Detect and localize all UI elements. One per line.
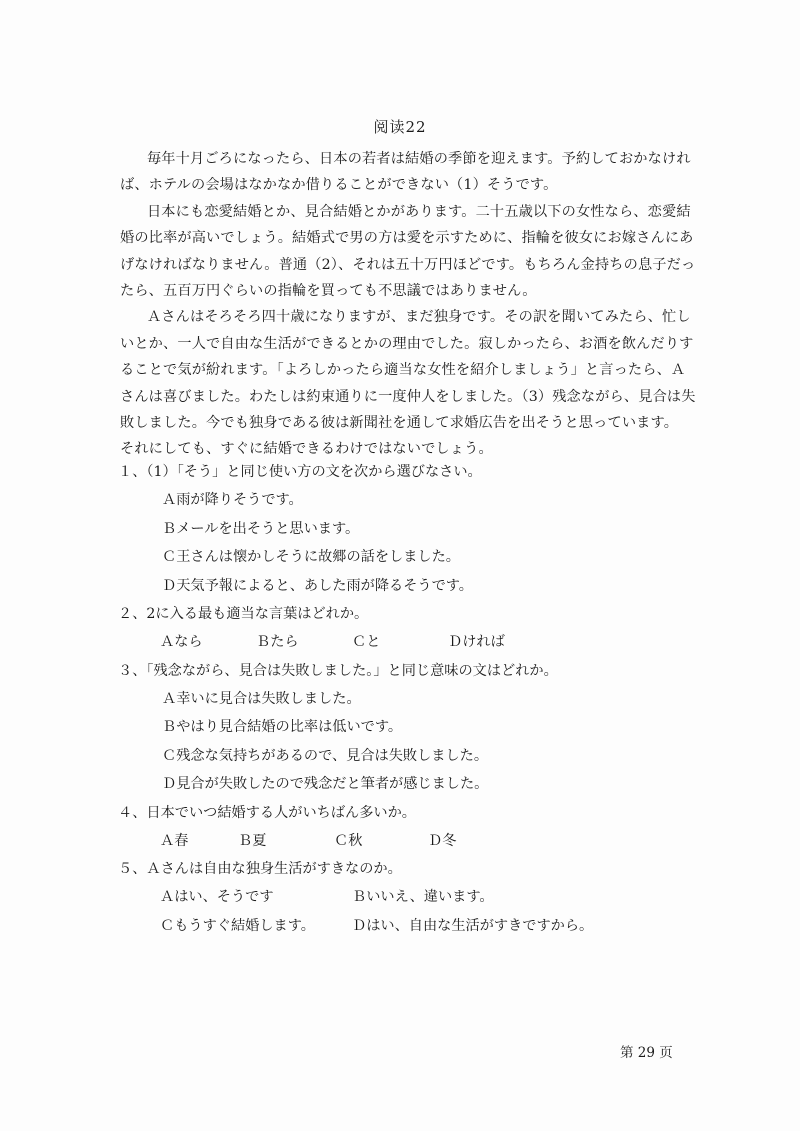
question-4-option: Ｃ秋 — [334, 832, 363, 849]
question-1-option: Ｄ天気予報によると、あした雨が降るそうです。 — [162, 577, 473, 594]
question-2-option: Ｄければ — [448, 634, 505, 650]
question-5-option: Ａはい、そうです — [160, 889, 274, 905]
question-5: ５、Ａさんは自由な独身生活がすきなのか。 — [118, 861, 402, 877]
passage-paragraph: Ａさんはそろそろ四十歳になりますが、まだ独身です。その訳を聞いてみたら、忙しいとか、一人で自由な生活ができるとかの理由でした。寂しかったら、お酒を飲んだりすることで気が紛れます。「よろしかったら適当な女性を紹介しましょう」と言ったら、Ａさんは喜びました。わたしは約束通りに一度仲人をしました。（3）残念ながら、見合は失敗しました。今でも独身である彼は新聞社を通して求婚広告を出そうと思っています。 — [120, 309, 696, 432]
question-2-option: Ｃと — [352, 634, 381, 650]
question-4: ４、日本でいつ結婚する人がいちばん多いか。 — [118, 804, 416, 821]
question-3: ３、「残念ながら、見合は失敗しました。」と同じ意味の文はどれか。 — [118, 662, 558, 679]
question-5-option: Ｂいいえ、違います。 — [352, 889, 494, 905]
question-5-options-row — [118, 912, 698, 941]
question-3-option: Ｃ残念な気持ちがあるので、見合は失敗しました。 — [162, 747, 489, 764]
question-3-option: Ｂやはり見合結婚の比率は低いです。 — [162, 719, 403, 735]
question-2-option: Ａなら — [160, 634, 203, 650]
passage-paragraph: 日本にも恋愛結婚とか、見合結婚とかがあります。二十五歳以下の女性なら、恋愛結婚の比率が高いでしょう。結婚式で男の方は愛を示すために、指輪を彼女にお嫁さんにあげなければなりません。普通（2）、それは五十万円ほどです。もちろん金持ちの息子だったら、五百万円ぐらいの指輪を買っても不思議ではありません。 — [120, 203, 696, 300]
passage-paragraph: 毎年十月ごろになったら、日本の若者は結婚の季節を迎えます。予約しておかなければ、ホテルの会場はなかなか借りることができない（1）そうです。 — [120, 151, 691, 194]
question-5-options-row — [118, 883, 698, 912]
question-4-options — [118, 827, 698, 856]
page-title: 阅读22 — [373, 118, 427, 136]
question-2-option: Ｂたら — [256, 634, 299, 650]
question-2: ２、2に入る最も適当な言葉はどれか。 — [118, 606, 369, 622]
question-3-option: Ｄ見合が失敗したので残念だと筆者が感じました。 — [162, 776, 489, 792]
page-number: 第 29 页 — [620, 1045, 673, 1061]
question-2-options — [118, 628, 698, 657]
question-1-option: Ａ雨が降りそうです。 — [162, 492, 303, 508]
question-5-option: Ｃもうすぐ結婚します。 — [160, 917, 315, 934]
question-1-option: Ｃ王さんは懐かしそうに故郷の話をしました。 — [162, 549, 460, 565]
question-4-option: Ｂ夏 — [238, 832, 267, 849]
passage-paragraph: それにしても、すぐに結婚できるわけではないでしょう。 — [120, 441, 493, 458]
question-1: １、（1）「そう」と同じ使い方の文を次から選びなさい。 — [118, 464, 482, 480]
question-1-option: Ｂメールを出そうと思います。 — [162, 520, 360, 537]
question-3-option: Ａ幸いに見合は失敗しました。 — [162, 690, 361, 707]
question-list — [118, 458, 698, 940]
reading-passage — [120, 146, 696, 463]
question-4-option: Ｄ冬 — [428, 832, 457, 849]
question-4-option: Ａ春 — [160, 832, 189, 849]
question-5-option: Ｄはい、自由な生活がすきですから。 — [352, 917, 594, 934]
